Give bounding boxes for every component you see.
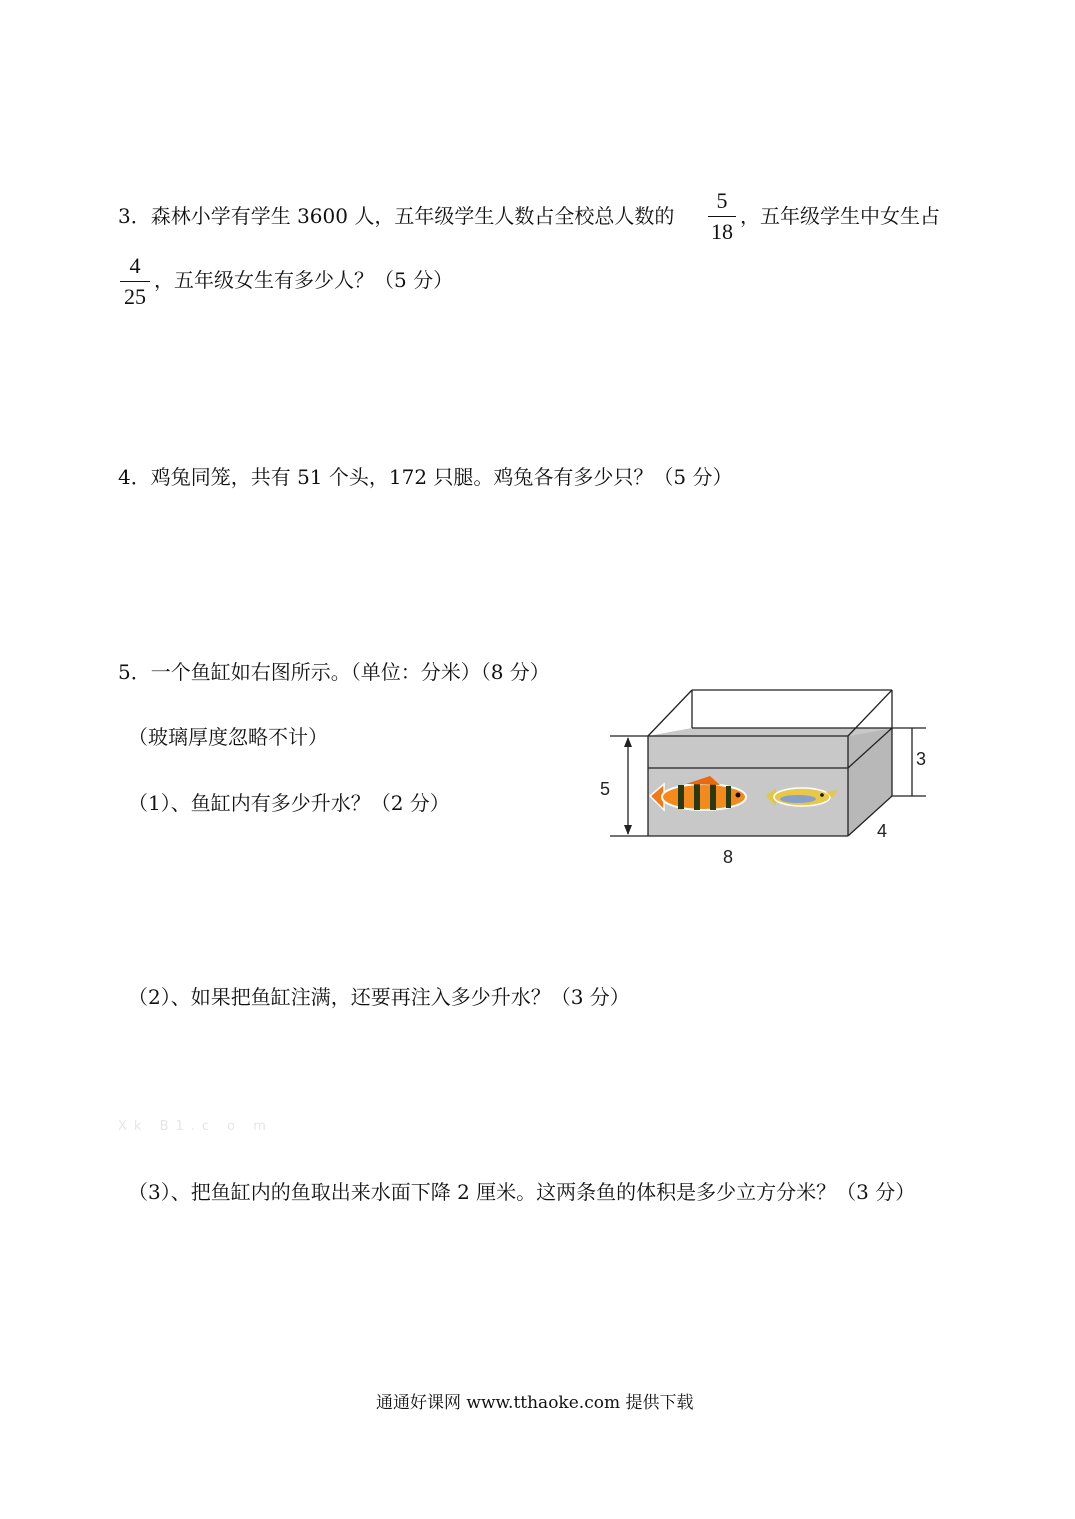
water-side	[848, 728, 892, 836]
length-label: 8	[723, 847, 734, 867]
q5-sub2: （2）、如果把鱼缸注满，还要再注入多少升水？（3 分）	[128, 985, 630, 1009]
q3-fraction-2	[120, 253, 150, 310]
width-label: 4	[877, 821, 888, 841]
q3-line1-text: 3．森林小学有学生 3600 人，五年级学生人数占全校总人数的	[118, 204, 675, 228]
q5-sub3: （3）、把鱼缸内的鱼取出来水面下降 2 厘米。这两条鱼的体积是多少立方分米？（3 分）	[128, 1180, 916, 1204]
q3-line1	[118, 204, 674, 228]
watermark: Xk B1.c o m	[118, 1119, 273, 1134]
page-footer: 通通好课网 www.tthaoke.com 提供下载	[376, 1393, 694, 1413]
fraction-denominator: 18	[711, 219, 733, 244]
fish-tank-figure	[590, 680, 940, 870]
fraction-numerator: 4	[129, 253, 141, 278]
q3-fraction-1	[708, 188, 736, 245]
fraction-bar	[708, 216, 736, 217]
water-label: 3	[916, 749, 927, 769]
q3-line1-tail: ，五年级学生中女生占	[740, 204, 940, 228]
fraction-numerator: 5	[716, 188, 728, 213]
fraction-denominator: 25	[124, 284, 146, 309]
q5-sub1: （1）、鱼缸内有多少升水？（2 分）	[128, 791, 450, 815]
fraction-bar	[120, 281, 150, 282]
q5-title: 5．一个鱼缸如右图所示。（单位：分米）（8 分）	[118, 660, 550, 684]
water-front-upper	[648, 736, 848, 768]
q5-note: （玻璃厚度忽略不计）	[128, 725, 328, 749]
q4-text: 4．鸡兔同笼，共有 51 个头，172 只腿。鸡兔各有多少只？（5 分）	[118, 465, 733, 489]
q3-line2-tail: ，五年级女生有多少人？（5 分）	[154, 268, 454, 292]
height-label: 5	[600, 779, 611, 799]
